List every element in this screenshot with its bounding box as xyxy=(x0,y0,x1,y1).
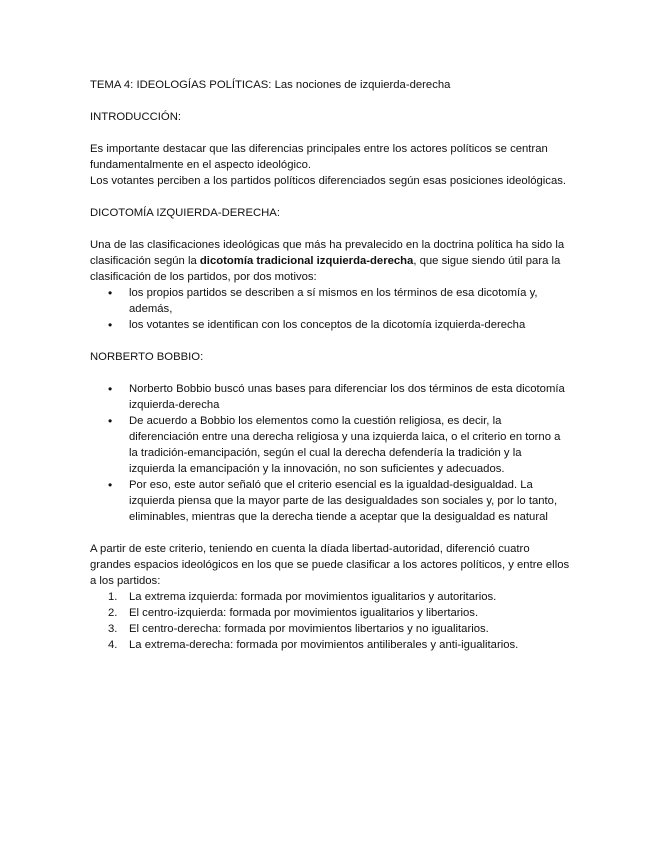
intro-paragraph-1: Es importante destacar que las diferencias principales entre los actores políticos se centran fundamentalmente en el aspecto ideológico. xyxy=(90,143,548,171)
list-item xyxy=(90,637,570,653)
list-item: • De acuerdo a Bobbio los elementos como la cuestión religiosa, es decir, la diferenciación entre una derecha religiosa y una izquierda laica, o el criterio en torno a la tradición-emancipación, según el cual la derecha defendería la tradición y la izquierda la emancipación y la innovación, no son suficientes y adecuados. xyxy=(90,413,570,477)
espacios-numbered-list xyxy=(90,589,570,653)
dicotomia-text-before: Una de las clasificaciones ideológicas que más ha prevalecido en la doctrina política ha sido la clasificación según la xyxy=(90,239,565,267)
document-title: TEMA 4: IDEOLOGÍAS POLÍTICAS: Las nociones de izquierda-derecha xyxy=(90,79,451,91)
intro-paragraph-2: Los votantes perciben a los partidos políticos diferenciados según esas posiciones ideológicas. xyxy=(90,175,567,187)
list-number: 1. xyxy=(108,591,118,603)
intro-heading: INTRODUCCIÓN: xyxy=(90,111,181,123)
dicotomia-text-after: , que sigue siendo útil para la clasificación de los partidos, por dos motivos: xyxy=(90,255,561,283)
list-item xyxy=(90,605,570,621)
dicotomia-bullet-list xyxy=(90,285,570,333)
list-item: • los votantes se identifican con los conceptos de la dicotomía izquierda-derecha xyxy=(90,317,570,333)
list-item: • Por eso, este autor señaló que el criterio esencial es la igualdad-desigualdad. La izquierda piensa que la mayor parte de las desigualdades son sociales y, por lo tanto, eliminables, mientras que la derecha tiende a aceptar que la desigualdad es natural xyxy=(90,477,570,525)
bobbio-bullet-list xyxy=(90,381,570,525)
list-item: • los propios partidos se describen a sí mismos en los términos de esa dicotomía y, además, xyxy=(90,285,570,317)
dicotomia-paragraph xyxy=(90,237,570,285)
bobbio-heading: NORBERTO BOBBIO: xyxy=(90,351,204,363)
espacios-intro: A partir de este criterio, teniendo en cuenta la díada libertad-autoridad, diferenció cuatro grandes espacios ideológicos en los que se puede clasificar a los actores políticos, y entre ellos a los partidos: xyxy=(90,543,570,587)
list-number: 2. xyxy=(108,607,118,619)
list-item xyxy=(90,589,570,605)
dicotomia-bold-term: dicotomía tradicional izquierda-derecha xyxy=(199,255,414,267)
document-page xyxy=(90,77,570,653)
list-number: 3. xyxy=(108,623,118,635)
list-text: La extrema izquierda: formada por movimientos igualitarios y autoritarios. xyxy=(129,591,497,603)
list-text: El centro-izquierda: formada por movimientos igualitarios y libertarios. xyxy=(129,607,479,619)
list-item xyxy=(90,621,570,637)
list-number: 4. xyxy=(108,639,118,651)
list-text: La extrema-derecha: formada por movimientos antiliberales y anti-igualitarios. xyxy=(129,639,519,651)
list-item: • Norberto Bobbio buscó unas bases para diferenciar los dos términos de esta dicotomía izquierda-derecha xyxy=(90,381,570,413)
list-text: El centro-derecha: formada por movimientos libertarios y no igualitarios. xyxy=(129,623,489,635)
dicotomia-heading: DICOTOMÍA IZQUIERDA-DERECHA: xyxy=(90,207,280,219)
